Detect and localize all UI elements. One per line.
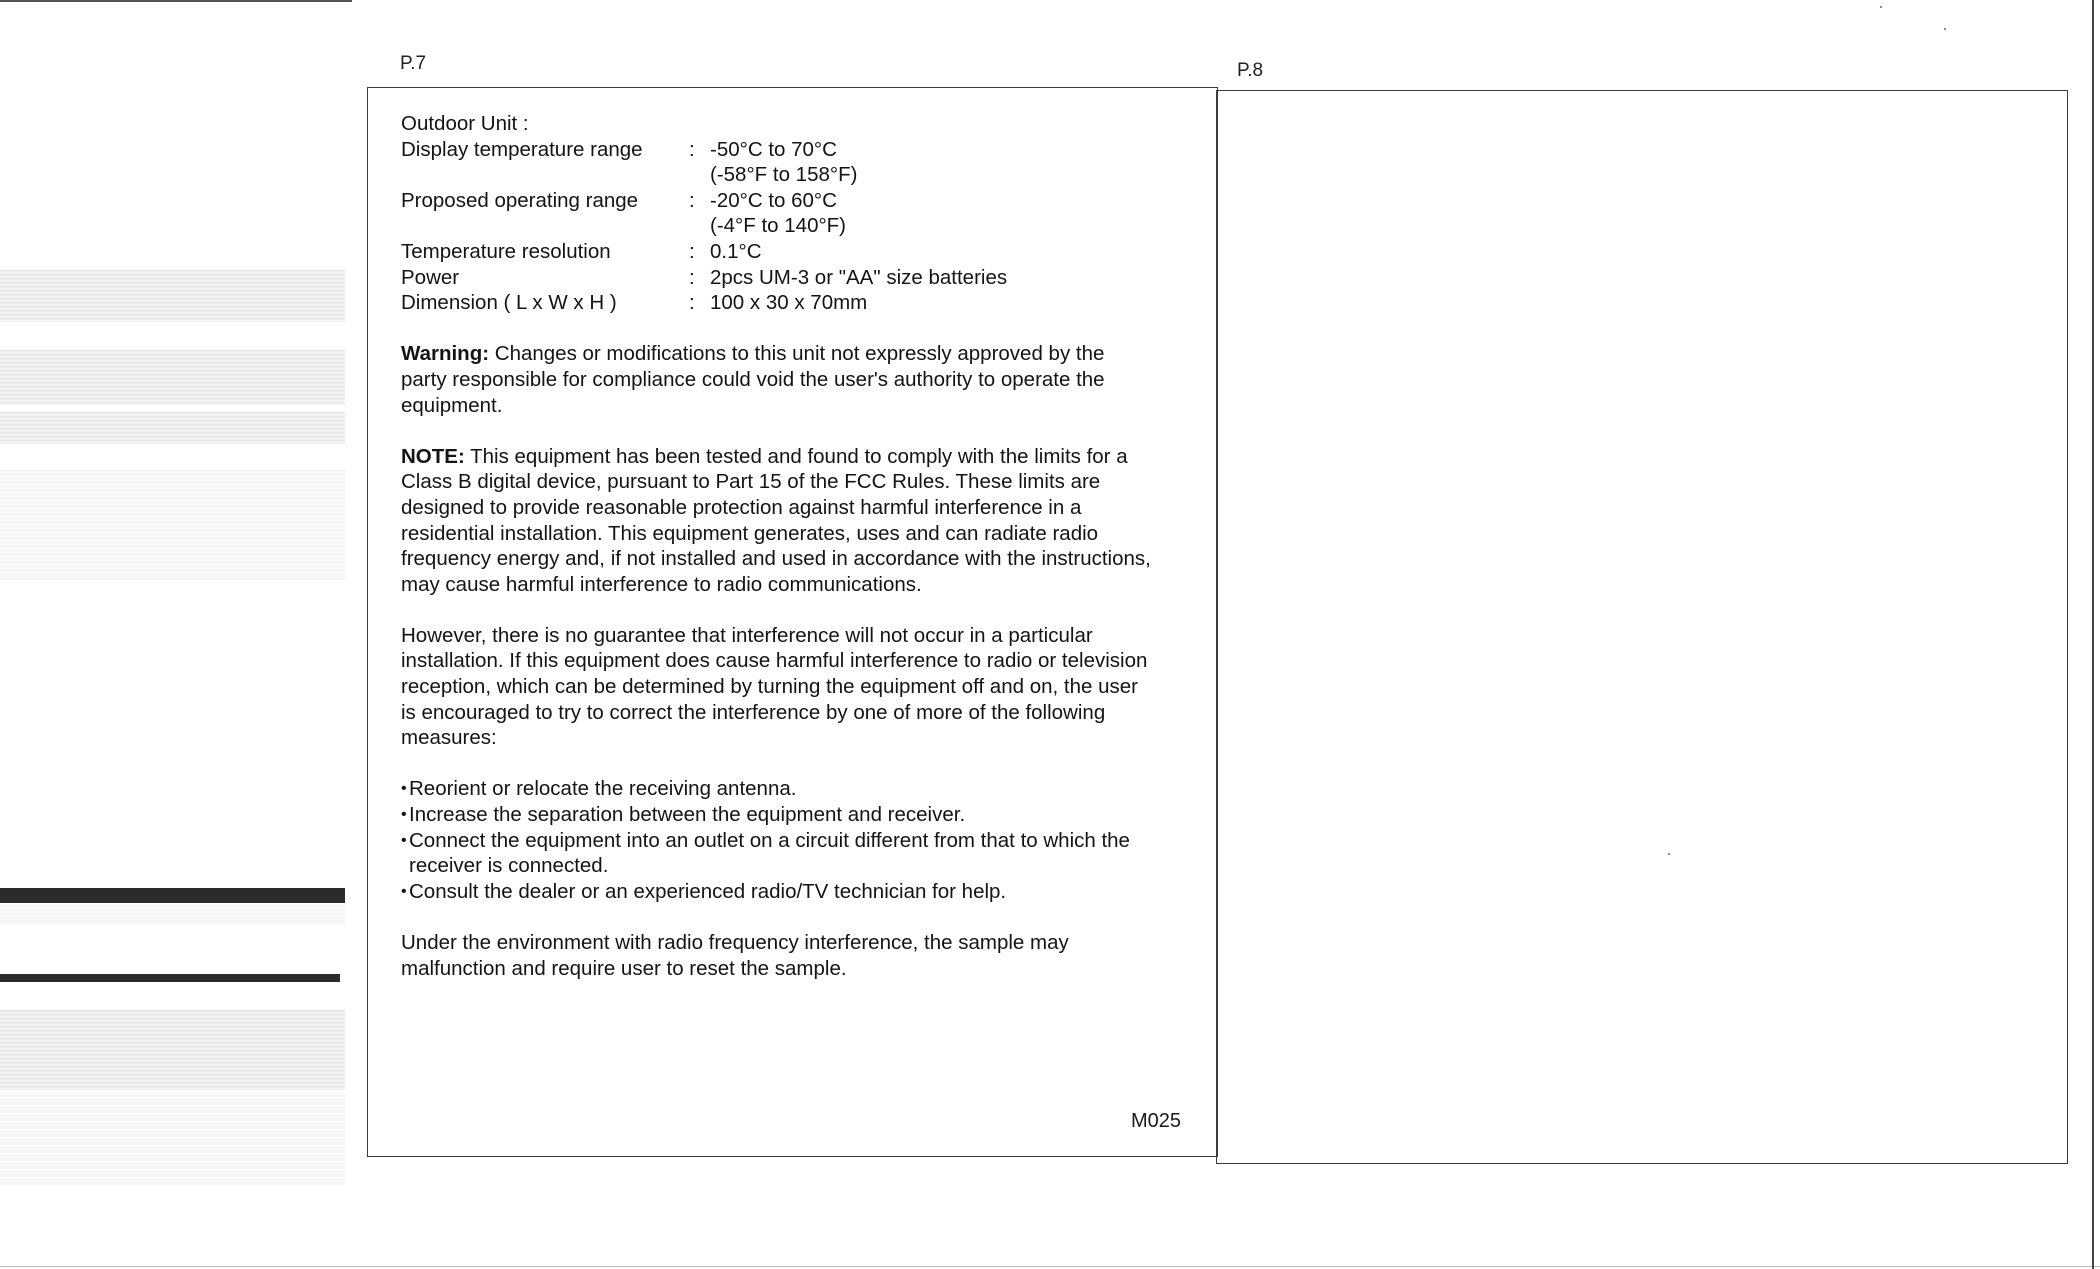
spacer	[401, 904, 1201, 930]
scan-noise-band-7	[0, 1095, 345, 1185]
spec-row-operating-range	[401, 188, 1201, 239]
page-label-left: P.7	[400, 53, 427, 74]
however-text-line: is encouraged to try to correct the interference by one of more of the following	[401, 700, 1106, 724]
scan-speck-1	[1880, 6, 1882, 8]
warning-label: Warning:	[401, 342, 490, 366]
note-text-line: may cause harmful interference to radio communications.	[401, 572, 922, 596]
scan-dark-band-2	[0, 974, 340, 982]
list-item-text: Connect the equipment into an outlet on a circuit different from that to which the	[409, 828, 1130, 852]
list-item	[401, 776, 1201, 802]
spec-row-dimension	[401, 290, 1201, 316]
however-text-line: installation. If this equipment does cause harmful interference to radio or television	[401, 649, 1148, 673]
spec-row-power	[401, 265, 1201, 291]
spec-value-line: -50°C to 70°C	[710, 137, 837, 161]
scan-noise-band-4	[0, 470, 345, 580]
however-text-line: However, there is no guarantee that interference will not occur in a particular	[401, 623, 1093, 647]
warning-text-line: equipment.	[401, 393, 503, 417]
right-edge-line	[2092, 0, 2094, 1269]
note-paragraph	[401, 444, 1201, 598]
list-item	[401, 828, 1201, 879]
spec-value-line: (-4°F to 140°F)	[710, 214, 847, 238]
scan-noise-band-6	[0, 1010, 345, 1090]
top-edge-line	[0, 0, 352, 2]
warning-text-line: party responsible for compliance could void the user's authority to operate the	[401, 367, 1105, 391]
spacer	[401, 316, 1201, 342]
scan-noise-band-3	[0, 412, 345, 444]
spec-value: 2pcs UM-3 or "AA" size batteries	[710, 265, 1008, 289]
list-item-text: Consult the dealer or an experienced radio/TV technician for help.	[409, 879, 1007, 903]
note-text-line: This equipment has been tested and found to comply with the limits for a	[464, 444, 1128, 468]
note-text-line: frequency energy and, if not installed and used in accordance with the instructions,	[401, 547, 1151, 571]
note-text-line: residential installation. This equipment generates, uses and can radiate radio	[401, 521, 1099, 545]
spacer	[401, 751, 1201, 777]
scan-dark-band-1	[0, 888, 345, 903]
however-text-line: measures:	[401, 726, 497, 750]
spec-label: Power	[401, 265, 460, 289]
however-paragraph	[401, 623, 1201, 751]
spec-value	[710, 137, 857, 188]
note-text-line: Class B digital device, pursuant to Part 15 of the FCC Rules. These limits are	[401, 470, 1101, 494]
list-item-text: Reorient or relocate the receiving antenna.	[409, 777, 797, 801]
spec-label: Proposed operating range	[401, 188, 639, 212]
spec-row-resolution	[401, 239, 1201, 265]
page-label-right: P.8	[1237, 60, 1264, 81]
spec-value	[710, 188, 846, 239]
scan-noise-band-5	[0, 905, 345, 925]
spacer	[401, 597, 1201, 623]
list-item	[401, 802, 1201, 828]
scan-speck-2	[1944, 28, 1946, 30]
model-code: M025	[1131, 1110, 1182, 1132]
spec-row-display-range	[401, 137, 1201, 188]
spec-label: Dimension ( L x W x H )	[401, 291, 617, 315]
list-item	[401, 879, 1201, 905]
spec-value: 0.1°C	[710, 239, 762, 263]
spec-value: 100 x 30 x 70mm	[710, 291, 868, 315]
note-text-line: designed to provide reasonable protection against harmful interference in a	[401, 495, 1082, 519]
scan-noise-band-2	[0, 350, 345, 405]
spec-colon: :	[689, 265, 695, 289]
list-item-text: Increase the separation between the equipment and receiver.	[409, 803, 966, 827]
spec-value-line: (-58°F to 158°F)	[710, 163, 858, 187]
note-label: NOTE:	[401, 444, 465, 468]
closing-paragraph	[401, 930, 1201, 981]
measures-list	[401, 776, 1201, 904]
spec-value-line: -20°C to 60°C	[710, 188, 837, 212]
however-text-line: reception, which can be determined by turning the equipment off and on, the user	[401, 675, 1138, 699]
list-item-text: receiver is connected.	[409, 854, 609, 878]
scan-noise-band-1	[0, 270, 345, 322]
left-page-content	[401, 111, 1201, 981]
closing-text-line: Under the environment with radio frequency interference, the sample may	[401, 931, 1069, 954]
closing-text-line: malfunction and require user to reset the sample.	[401, 956, 847, 980]
spec-colon: :	[689, 137, 695, 161]
spec-colon: :	[689, 188, 695, 212]
warning-text-line: Changes or modifications to this unit not expressly approved by the	[489, 342, 1105, 366]
outdoor-unit-heading: Outdoor Unit :	[401, 112, 529, 135]
spacer	[401, 418, 1201, 444]
spec-label: Temperature resolution	[401, 239, 611, 263]
right-page-frame	[1216, 90, 2068, 1164]
spec-colon: :	[689, 291, 695, 315]
warning-paragraph	[401, 341, 1201, 418]
spec-colon: :	[689, 239, 695, 263]
spec-label: Display temperature range	[401, 137, 643, 161]
bottom-edge-line	[0, 1266, 2100, 1267]
